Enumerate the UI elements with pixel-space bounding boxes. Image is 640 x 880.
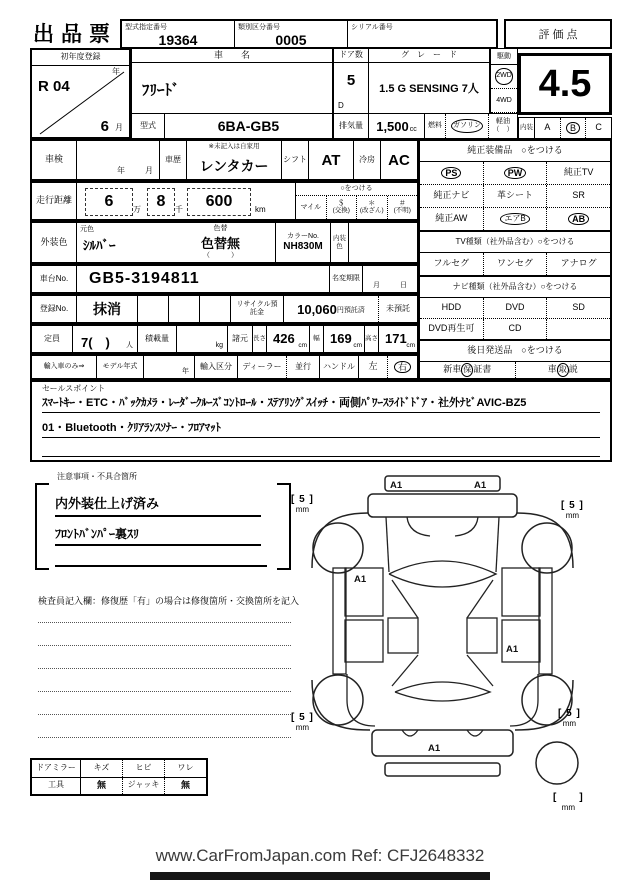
base-color-cell	[77, 223, 166, 262]
length-value: 426 cm	[267, 326, 310, 352]
displacement-value-cell	[369, 114, 424, 138]
interior-grade-label: 内装	[519, 118, 535, 138]
shipping-manual: 車 取 説	[516, 362, 611, 378]
model-label: 型式	[132, 114, 165, 138]
import-only-label: 輸入車のみ⇒	[32, 356, 97, 378]
rename-deadline-value: 月 日	[373, 282, 407, 290]
equip-navi: 純正ナビ	[420, 185, 484, 207]
navi-hdd: HDD	[420, 298, 484, 318]
notes-line-3	[55, 555, 267, 567]
aircon-value: AC	[388, 151, 410, 169]
navi-sd: SD	[572, 302, 585, 313]
chassis-row	[30, 264, 419, 294]
doors-value-cell	[333, 62, 369, 114]
car-name-label: 車 名	[131, 48, 333, 63]
equip-sr: SR	[572, 190, 585, 201]
equipment-header: 純正装備品 ○をつける	[420, 141, 610, 162]
history-value: レンタカー	[199, 157, 269, 174]
mileage-label: 走行距離	[32, 183, 77, 219]
inspector-line-5	[38, 714, 291, 715]
first-registration-label: 初年度登録	[32, 50, 129, 66]
regno-value: 抹消	[77, 296, 138, 322]
notes-line-1: 内外装仕上げ済み	[55, 493, 261, 517]
base-color-value: ｼﾙﾊﾞｰ	[83, 238, 116, 253]
model-code-value: 19364	[158, 32, 198, 48]
navi-dvd-play: DVD再生可	[420, 319, 484, 339]
equip-ps: PS	[420, 162, 484, 184]
front-bumper	[368, 494, 517, 517]
equip-ab: AB	[547, 208, 610, 230]
tools-none-1: 無	[81, 778, 123, 795]
grade-value: 1.5 G SENSING 7人	[368, 62, 490, 114]
height-label: 高さ	[365, 326, 379, 352]
color-no-value: NH830M	[283, 240, 323, 252]
left-a-pillar	[386, 517, 389, 572]
load-label: 積載量	[138, 326, 177, 352]
notes-box	[35, 473, 291, 570]
tv-analog: アナログ	[560, 258, 597, 269]
drive-column	[490, 48, 518, 114]
measure-top-right: [ 5 ] mm	[561, 500, 584, 520]
load-value: kg	[177, 326, 228, 352]
odometer-man-unit: 万	[133, 205, 141, 215]
odometer-sen-unit: 千	[175, 205, 183, 215]
tools-table	[30, 758, 208, 796]
center-right-panel	[467, 618, 497, 653]
interior-grade-a: A	[535, 118, 561, 138]
meta-strip	[120, 19, 498, 49]
color-label: 外装色	[32, 223, 77, 262]
shift-value: AT	[309, 141, 354, 179]
left-rear-line	[392, 655, 418, 686]
shaken-year-unit: 年	[117, 166, 125, 176]
doors-value: 5	[346, 71, 356, 89]
grade-label: グ レ ー ド	[368, 48, 490, 63]
interior-grade-b: B	[561, 118, 587, 138]
aircon-label: 冷房	[354, 141, 381, 179]
history-cell	[187, 141, 282, 179]
shift-label: シフト	[282, 141, 309, 179]
score-header: 評 価 点	[504, 19, 612, 49]
handle-right: 右	[388, 356, 417, 378]
height-value: 171 cm	[385, 331, 415, 350]
shaken-value-cell	[77, 141, 160, 179]
inspector-line-2	[38, 645, 291, 646]
sales-line-1: ｽﾏｰﾄｷｰ・ETC・ﾊﾞｯｸｶﾒﾗ・ﾚｰﾀﾞｰｸﾙｰｽﾞｺﾝﾄﾛｰﾙ・ｽﾃｱﾘﾝｸﾞｽｲｯﾁ・両側ﾊﾟﾜｰｽﾗｲﾄﾞﾄﾞｱ・社外ﾅﾋﾞAVIC-BZ5	[42, 394, 600, 413]
capacity-label: 定員	[32, 326, 73, 352]
doors-label: ドア数	[333, 48, 369, 63]
rear-strip	[385, 763, 500, 776]
model-row	[131, 113, 333, 139]
equip-leather: 革シート	[484, 185, 548, 207]
form-title: 出品票	[33, 23, 117, 46]
rear-bumper	[372, 730, 513, 756]
bracket-left	[35, 483, 49, 570]
doors-sub: D	[338, 101, 344, 111]
model-code-cell	[122, 21, 235, 47]
left-rocker	[333, 568, 346, 674]
fuel-gasoline: ガソリン	[446, 114, 488, 138]
right-a-pillar	[496, 517, 499, 572]
watermark-text: www.CarFromJapan.com Ref: CFJ2648332	[155, 846, 485, 865]
inspector-line-3	[38, 668, 291, 669]
tv-type-header: TV種類（社外品含む）○をつける	[420, 232, 610, 253]
navi-type-header: ナビ種類（社外品含む）○をつける	[420, 277, 610, 298]
regno-label: 登録No.	[32, 296, 77, 322]
odometer-cell	[77, 183, 295, 219]
inspection-row	[30, 139, 419, 181]
spec-label: 諸元	[228, 326, 253, 352]
spare-wheel	[536, 742, 578, 784]
mark-dollar: ＄ (交換)	[327, 196, 358, 219]
color-no-label: カラーNo.	[287, 233, 319, 241]
serial-cell	[348, 21, 496, 47]
color-change-value: 色替無	[201, 236, 241, 251]
equip-tv: 純正TV	[563, 167, 594, 178]
notes-label: 注意事項・不具合箇所	[57, 472, 137, 481]
tv-full: フルセグ	[420, 253, 484, 275]
model-value: 6BA-GB5	[217, 118, 280, 134]
width-value: 169 cm	[324, 326, 365, 352]
drive-2wd: 2WD	[491, 65, 517, 88]
reg-year-value: R 04	[38, 78, 70, 95]
inspector-line-6	[38, 737, 291, 738]
inspector-label: 検査員記入欄：修復歴「有」の場合は修復箇所・交換箇所を記入	[38, 596, 300, 606]
color-change-cell	[166, 223, 275, 262]
damage-marker-a1: A1	[506, 644, 519, 655]
capacity-value: 7( ) 人	[73, 326, 138, 352]
history-label: 車歴	[160, 141, 187, 179]
left-rear-door	[345, 620, 383, 662]
recycle-label: リサイクル預託金	[231, 296, 284, 322]
width-label: 幅	[310, 326, 324, 352]
import-dealer: ディーラー	[238, 356, 287, 378]
windshield	[389, 561, 496, 587]
mileage-row	[30, 181, 419, 221]
reg-year-unit: 年	[112, 67, 120, 76]
import-class-label: 輸入区分	[195, 356, 238, 378]
interior-grade-c: C	[595, 122, 602, 133]
damage-marker-a1: A1	[354, 574, 367, 585]
odometer-hundreds: 600	[187, 188, 251, 216]
tools-label: 工具	[32, 778, 81, 795]
chassis-value: GB5-3194811	[77, 266, 330, 292]
mark-mile: マイル	[296, 196, 327, 219]
tools-break: ワレ	[177, 762, 194, 772]
model-year-label: モデル年式	[97, 356, 144, 378]
sales-line-3	[42, 444, 600, 457]
right-rear-door	[502, 620, 540, 662]
right-cowl-line	[467, 580, 493, 618]
measure-top-left: [ 5 ] mm	[291, 494, 314, 514]
first-registration-value	[32, 66, 129, 137]
regno-blank-1	[138, 296, 169, 322]
tv-one: ワンセグ	[484, 253, 548, 275]
inspector-line-4	[38, 691, 291, 692]
model-year-value: 年	[144, 356, 195, 378]
class-code-value: 0005	[275, 32, 307, 48]
right-rocker	[539, 568, 552, 674]
fuel-row	[424, 113, 518, 139]
measure-bottom-right: [ 5 ] mm	[558, 708, 581, 728]
measure-bottom-left: [ 5 ] mm	[291, 712, 314, 732]
reg-month-unit: 月	[115, 123, 123, 133]
notes-line-2: ﾌﾛﾝﾄﾊﾞﾝﾊﾟｰ裏ｽﾘ	[55, 525, 261, 546]
car-diagram	[290, 468, 635, 818]
right-front-door	[502, 568, 540, 616]
car-name-value: ﾌﾘｰﾄﾞ	[131, 62, 333, 114]
fuel-label: 燃料	[425, 114, 446, 138]
equipment-column	[418, 139, 612, 380]
mileage-marks	[295, 183, 417, 219]
drive-label: 駆動	[491, 49, 517, 65]
tools-crack: ヒビ	[123, 760, 165, 777]
bracket-right	[277, 483, 291, 570]
displacement-row	[333, 113, 425, 139]
right-rear-line	[467, 655, 493, 686]
shipping-warranty: 新車 保 証書	[420, 362, 516, 378]
shipping-header: 後日発送品 ○をつける	[420, 341, 610, 362]
shaken-month-unit: 月	[145, 166, 153, 176]
import-row	[30, 354, 419, 380]
odometer-unit: km	[255, 205, 266, 215]
measure-spare: [ ] mm	[553, 792, 584, 812]
color-change-label: 色替	[213, 225, 228, 233]
handle-label: ハンドル	[320, 356, 359, 378]
damage-marker-a1: A1	[428, 743, 441, 754]
navi-dvd: DVD	[484, 298, 548, 318]
class-code-cell	[235, 21, 348, 47]
fuel-diesel: 軽油（ ）	[488, 114, 517, 138]
color-cells	[77, 223, 276, 262]
tools-jack: ジャッキ	[123, 778, 165, 795]
model-code-label: 型式指定番号	[125, 24, 167, 31]
tools-doormirror: ドアミラー	[32, 760, 81, 777]
odometer-sen: 8	[147, 188, 175, 216]
color-no-cell	[276, 223, 331, 262]
hood-arc-left	[407, 517, 430, 536]
tools-scratch: キズ	[81, 760, 123, 777]
footer-bar	[150, 872, 490, 880]
handle-left: 左	[359, 356, 388, 378]
shaken-label: 車検	[32, 141, 77, 179]
displacement-label: 排気量	[334, 114, 369, 138]
damage-marker-a1: A1	[390, 480, 403, 491]
marks-header: ○をつける	[296, 183, 417, 196]
sales-line-2: 01・Bluetooth・ｸﾘｱﾗﾝｽｿﾅｰ・ﾌﾛｱﾏｯﾄ	[42, 419, 600, 438]
hood-arc-right	[455, 517, 478, 536]
inspector-line-1	[38, 622, 291, 623]
rear-window	[395, 682, 490, 701]
length-label: 長さ	[253, 326, 267, 352]
rear-left-wheel	[313, 675, 363, 725]
interior-color-label: 内装色	[331, 223, 349, 262]
navi-cd: CD	[484, 319, 548, 339]
mark-star: ＊ (改ざん)	[357, 196, 388, 219]
rename-deadline-label: 名変期限	[330, 266, 363, 292]
mark-hash: ＃ (不明)	[393, 200, 411, 214]
history-note: ※未記入は自家用	[208, 142, 260, 150]
base-color-label: 元色	[80, 226, 94, 233]
reg-month-value: 6	[100, 118, 109, 135]
displacement-value: 1,500	[376, 118, 409, 134]
interior-grade-row	[518, 117, 612, 139]
sales-points-box	[30, 380, 612, 462]
chassis-label: 車台No.	[32, 266, 77, 292]
recycle-value-cell: 10,060 円預託済	[297, 301, 365, 317]
center-left-panel	[388, 618, 418, 653]
tools-none-2: 無	[180, 779, 190, 790]
sales-points-label: セールスポイント	[42, 384, 106, 393]
import-parallel: 並行	[287, 356, 320, 378]
regno-blank-2	[169, 296, 200, 322]
regno-blank-3	[200, 296, 231, 322]
serial-label: シリアル番号	[351, 24, 393, 31]
color-change-paren: （ ）	[203, 252, 239, 259]
capacity-row	[30, 324, 419, 354]
navi-blank	[547, 319, 610, 339]
score-value: 4.5	[518, 53, 612, 115]
left-cowl-line	[392, 580, 418, 618]
equip-aw: 純正AW	[420, 208, 484, 230]
recycle-alt: 未預託	[378, 296, 417, 322]
class-code-label: 類別区分番号	[238, 24, 280, 31]
regno-row	[30, 294, 419, 324]
color-row	[30, 221, 419, 264]
equip-airbag: エアB	[484, 208, 548, 230]
drive-4wd: 4WD	[491, 88, 517, 113]
first-registration-box	[30, 48, 131, 139]
displacement-unit: cc	[409, 126, 417, 134]
damage-marker-a1: A1	[474, 480, 487, 491]
interior-color-value	[349, 223, 417, 262]
odometer-man: 6	[85, 188, 133, 216]
equip-pw: PW	[484, 162, 548, 184]
